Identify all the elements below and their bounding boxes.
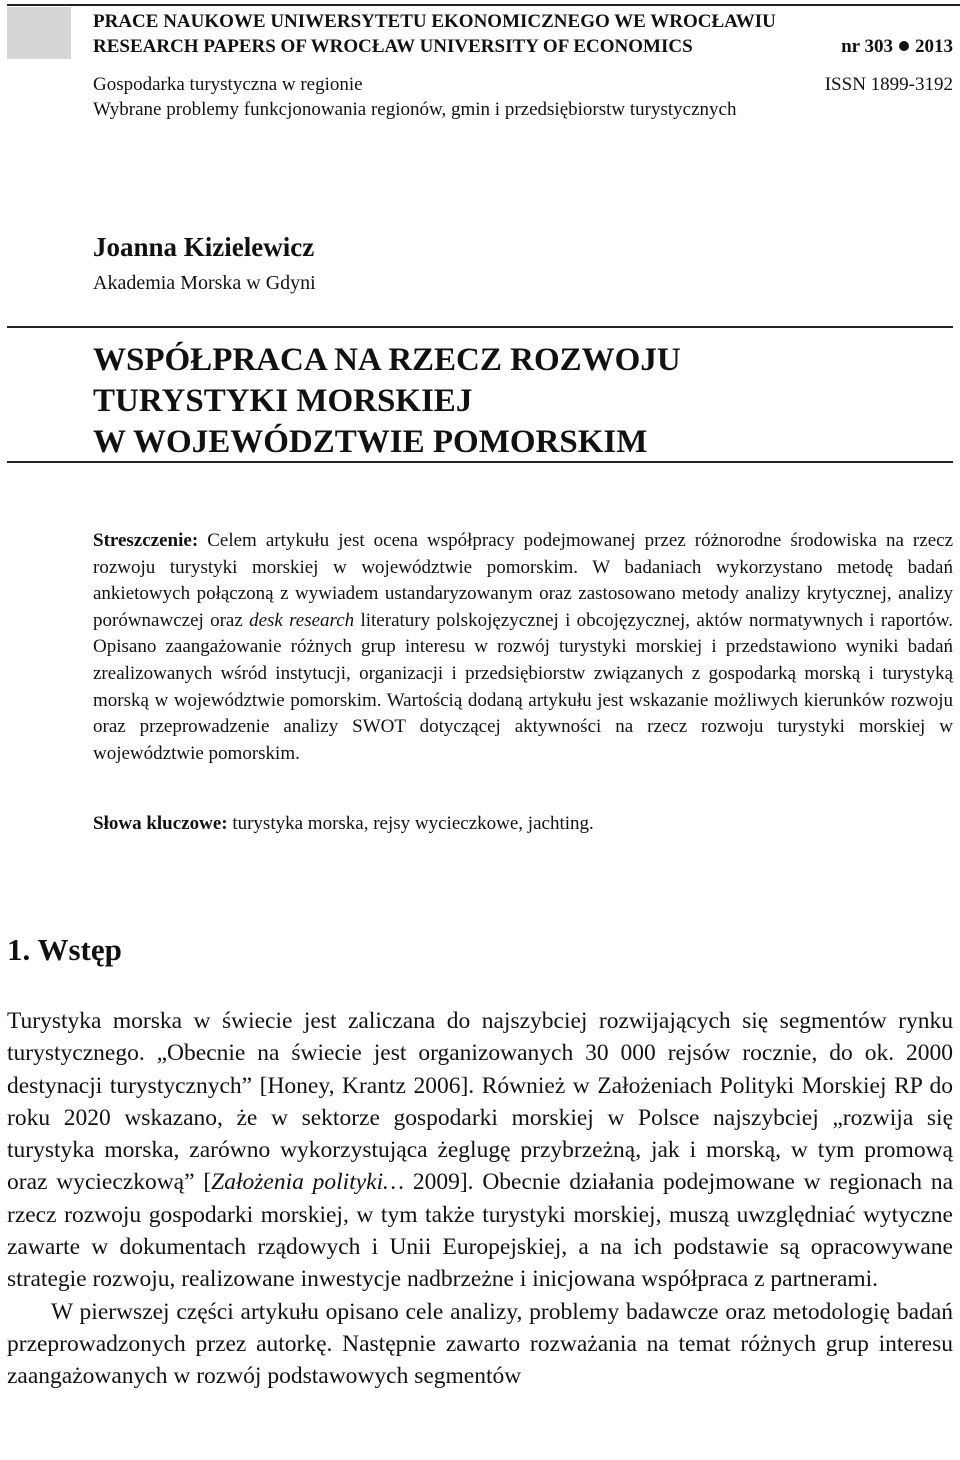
body-paragraph-2: W pierwszej części artykułu opisano cele analizy, problemy badawcze oraz metodologię badań przeprowadzonych przez autorkę. Następnie zawarto rozważania na temat różnych grup interesu zaangażowanych w rozwój podstawowych segmentów: [7, 1298, 953, 1390]
author-name: Joanna Kizielewicz: [93, 232, 315, 262]
body-paragraph-1: Turystyka morska w świecie jest zaliczana do najszybciej rozwijających się segmentów rynku turystycznego. „Obecnie na świecie jest organizowanych 30 000 rejsów rocznie, do ok. 2000 destynacji turystycznych” [Honey, Krantz 2006]. Również w Założeniach Polityki Morskiej RP do roku 2020 wskazano, że w sektorze gospodarki morskiej w Polsce najszybciej „rozwija się turystyka morska, zarówno wykorzystująca żeglugę przybrzeżną, jak i morską, w tym promową oraz wycieczkową” [Założenia polityki… 2009]. Obecnie działania podejmowane w regionach na rzecz rozwoju gospodarki morskiej, w tym także turystyki morskiej, muszą uwzględniać wytyczne zawarte w dokumentach rządowych i Unii Europejskiej, a na ich podstawie są opracowywane strategie rozwoju, realizowane inwestycje nadbrzeżne i inicjowana współpraca z partnerami.: [7, 1008, 953, 1293]
series-line: Gospodarka turystyczna w regionie ISSN 1899-3192: [93, 74, 953, 95]
section-heading: 1. Wstęp: [7, 932, 122, 967]
header-gray-box: [7, 7, 71, 59]
article-title: [93, 340, 681, 463]
keywords: Słowa kluczowe: turystyka morska, rejsy wycieczkowe, jachting.: [93, 813, 594, 834]
title-rule-bottom: [7, 461, 953, 463]
top-rule: [7, 4, 960, 6]
journal-name-pl: PRACE NAUKOWE UNIWERSYTETU EKONOMICZNEGO WE WROCŁAWIU: [93, 11, 776, 32]
bullet-icon: [899, 41, 909, 51]
title-line-2: TURYSTYKI MORSKIEJ: [93, 383, 473, 419]
abstract-label: Streszczenie:: [93, 530, 199, 551]
issue-info: nr 303 2013: [841, 36, 953, 57]
body-text: [7, 1005, 953, 1393]
keywords-label: Słowa kluczowe:: [93, 813, 228, 834]
issn: ISSN 1899-3192: [824, 74, 953, 95]
journal-name-en: RESEARCH PAPERS OF WROCŁAW UNIVERSITY OF ECONOMICS nr 303 2013: [93, 36, 953, 57]
title-rule-top: [7, 326, 953, 328]
subseries-line: Wybrane problemy funkcjonowania regionów, gmin i przedsiębiorstw turystycznych: [93, 99, 737, 120]
title-line-3: W WOJEWÓDZTWIE POMORSKIM: [93, 424, 648, 460]
author-affiliation: Akademia Morska w Gdyni: [93, 272, 316, 294]
title-line-1: WSPÓŁPRACA NA RZECZ ROZWOJU: [93, 342, 681, 378]
abstract: Streszczenie: Celem artykułu jest ocena współpracy podejmowanej przez różnorodne środowiska na rzecz rozwoju turystyki morskiej w województwie pomorskim. W badaniach wykorzystano metodę badań ankietowych połączoną z wywiadem ustandaryzowanym oraz zastosowano metody analizy krytycznej, analizy porównawczej oraz desk research literatury polskojęzycznej i obcojęzycznej, aktów normatywnych i raportów. Opisano zaangażowanie różnych grup interesu w rozwój turystyki morskiej i przedstawiono wyniki badań zrealizowanych wśród instytucji, organizacji i przedsiębiorstw związanych z gospodarką morską i turystyką morską w województwie pomorskim. Wartością dodaną artykułu jest wskazanie możliwych kierunków rozwoju oraz przeprowadzenie analizy SWOT dotyczącej aktywności na rzecz rozwoju turystyki morskiej w województwie pomorskim.: [93, 530, 953, 764]
